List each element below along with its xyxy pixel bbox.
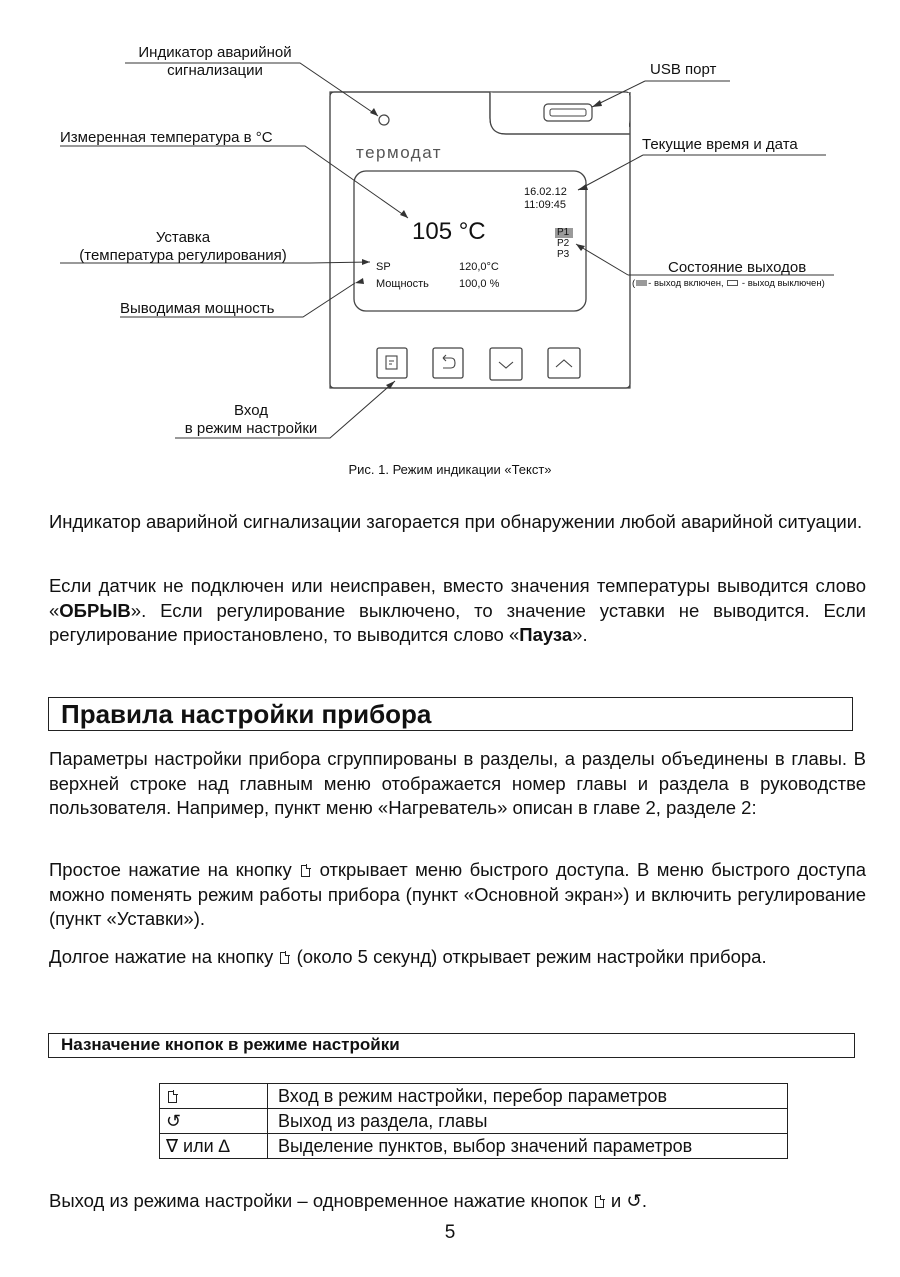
usb-port-label: USB порт [650,61,717,78]
paragraph-long-press: Долгое нажатие на кнопку (около 5 секунд) открывает режим настройки прибора. [49,946,767,967]
time-date-label: Текущие время и дата [642,136,798,153]
alarm-indicator-label: Индикатор аварийной сигнализации [138,44,292,79]
settings-key-icon [301,865,310,877]
table-row [160,1134,788,1159]
device-temperature: 105 °С [412,218,486,245]
buttons-table [159,1083,788,1159]
subsection-heading: Назначение кнопок в режиме настройки [48,1033,855,1058]
device-outputs [557,227,569,260]
device-sp-label: SP [376,261,391,273]
settings-key-icon [168,1091,177,1103]
output-off-swatch [727,280,738,286]
table-key-cell: ∇ или ∆ [160,1134,268,1159]
device-power-label: Мощность [376,278,429,290]
table-row [160,1084,788,1109]
table-desc-cell: Выход из раздела, главы [268,1109,788,1134]
output-power-label: Выводимая мощность [120,300,275,317]
paragraph-quick-access: Простое нажатие на кнопку открывает меню быстрого доступа. В меню быстрого доступа можно поменять режим работы прибора (пункт «Основной экран») и включить регулирование (пункт «Уставки»). [49,859,867,929]
device-date: 16.02.12 [524,186,567,198]
alarm-led-icon [379,115,389,125]
device-figure [0,0,900,480]
figure-caption: Рис. 1. Режим индикации «Текст» [348,462,552,477]
up-button-icon [548,348,580,378]
device-brand: термодат [356,143,443,162]
settings-entry-label: Вход в режим настройки [184,402,318,437]
setpoint-label: Уставка (температура регулирования) [79,229,287,264]
back-button-icon [433,348,463,378]
paragraph-structure: Параметры настройки прибора сгруппированы в разделы, а разделы объединены в главы. В верхней строке над главным меню отображается номер главы и раздела в руководстве пользователя. Например, пункт меню «Нагреватель» описан в главе 2, разделе 2: [49,748,866,818]
table-key-cell: ↺ [160,1109,268,1134]
output-state-label: Состояние выходов [668,259,807,276]
paragraph-sensor: Если датчик не подключен или неисправен, вместо значения температуры выводится слово «ОБРЫВ». Если регулирование выключено, то значение уставки не выводится. Если регулирование приостановлено, то выводится слово «Пауза». [49,575,866,645]
paragraph-alarm: Индикатор аварийной сигнализации загорается при обнаружении любой аварийной ситуации. [49,511,863,532]
settings-key-icon [280,952,289,964]
settings-button-icon [377,348,407,378]
measured-temp-label: Измеренная температура в °С [60,129,273,146]
table-desc-cell: Вход в режим настройки, перебор параметров [268,1084,788,1109]
settings-key-icon [595,1196,604,1208]
table-desc-cell: Выделение пунктов, выбор значений параметров [268,1134,788,1159]
page-number: 5 [444,1222,456,1243]
paragraph-exit: Выход из режима настройки – одновременное нажатие кнопок и ↺. [49,1190,647,1211]
output-p1: P1 [557,227,570,238]
table-row [160,1109,788,1134]
output-p3: P3 [557,249,570,260]
table-key-cell [160,1084,268,1109]
device-power-value: 100,0 % [459,278,500,290]
output-on-swatch [636,280,647,286]
device-sp-value: 120,0°С [459,261,499,273]
output-p2: P2 [557,238,570,249]
output-legend: ( - выход включен, - выход выключен) [632,278,825,289]
device-time: 11:09:45 [524,199,567,211]
down-button-icon [490,348,522,380]
section-heading: Правила настройки прибора [48,697,853,731]
